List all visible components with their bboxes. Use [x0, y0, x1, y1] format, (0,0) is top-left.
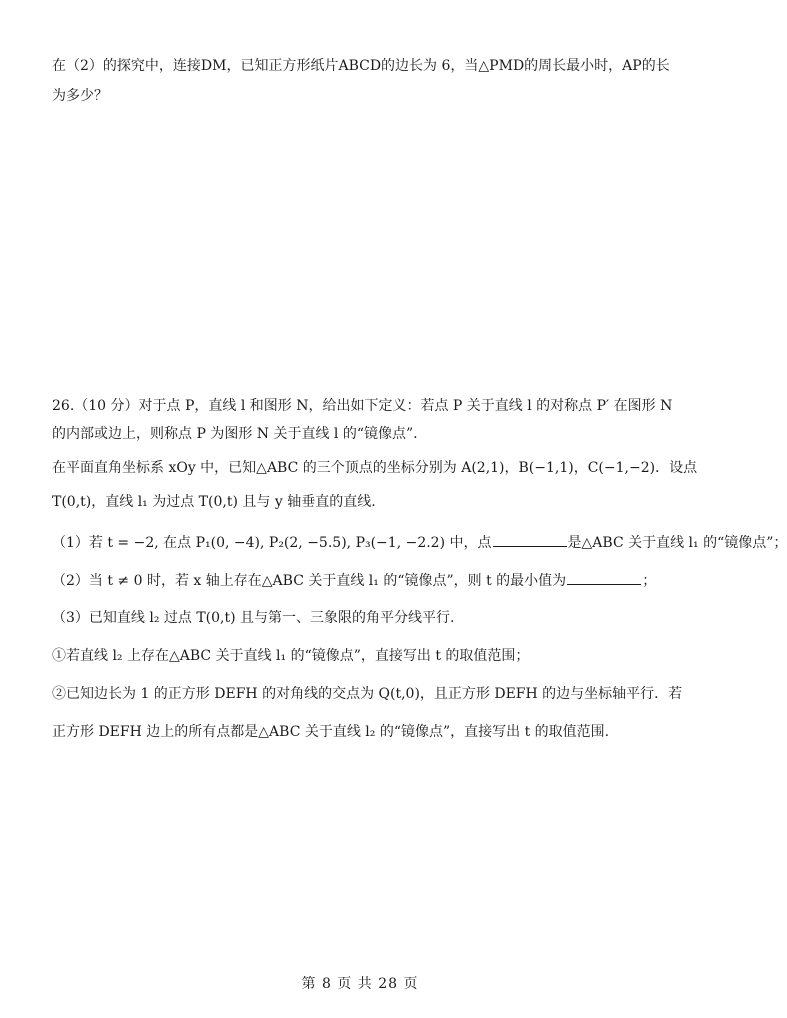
previous-question-line-1: 在（2）的探究中，连接DM，已知正方形纸片ABCD的边长为 6，当△PMD的周长最小时，AP的长	[52, 58, 670, 74]
part-2-text-end: ；	[642, 573, 657, 589]
question-26-line-1: 26.（10 分）对于点 P，直线 l 和图形 N，给出如下定义：若点 P 关于直线 l 的对称点 P′ 在图形 N	[52, 398, 673, 414]
part-1-text-end: 是△ABC 关于直线 l₁ 的“镜像点”；	[567, 535, 787, 551]
question-26-line-3: 在平面直角坐标系 xOy 中，已知△ABC 的三个顶点的坐标分别为 A(2,1)，B(−1,1)，C(−1,−2)．设点	[52, 460, 698, 476]
part-2-line	[52, 570, 680, 591]
part-3-sub-2-line-1: ②已知边长为 1 的正方形 DEFH 的对角线的交点为 Q(t,0)，且正方形 DEFH 的边与坐标轴平行．若	[52, 686, 683, 702]
part-1-text: （1）若 t = −2, 在点 P₁(0, −4), P₂(2, −5.5), P₃(−1, −2.2) 中，点	[52, 535, 492, 551]
part-2-answer-blank[interactable]	[567, 570, 641, 585]
part-3-sub-2-line-2: 正方形 DEFH 边上的所有点都是△ABC 关于直线 l₂ 的“镜像点”，直接写出 t 的取值范围.	[52, 724, 610, 740]
part-3-line: （3）已知直线 l₂ 过点 T(0,t) 且与第一、三象限的角平分线平行.	[52, 610, 455, 626]
part-3-sub-1-line: ①若直线 l₂ 上存在△ABC 关于直线 l₁ 的“镜像点”，直接写出 t 的取值范围；	[52, 648, 530, 664]
page-footer: 第 8 页 共 28 页	[301, 976, 419, 992]
part-2-text: （2）当 t ≠ 0 时，若 x 轴上存在△ABC 关于直线 l₁ 的“镜像点”，则 t 的最小值为	[52, 573, 567, 589]
question-26-line-4: T(0,t)，直线 l₁ 为过点 T(0,t) 且与 y 轴垂直的直线.	[52, 494, 376, 510]
question-26-line-2: 的内部或边上，则称点 P 为图形 N 关于直线 l 的“镜像点”.	[52, 426, 418, 442]
previous-question-line-2: 为多少？	[52, 88, 108, 104]
part-1-line	[52, 532, 787, 553]
part-1-answer-blank[interactable]	[493, 532, 567, 547]
